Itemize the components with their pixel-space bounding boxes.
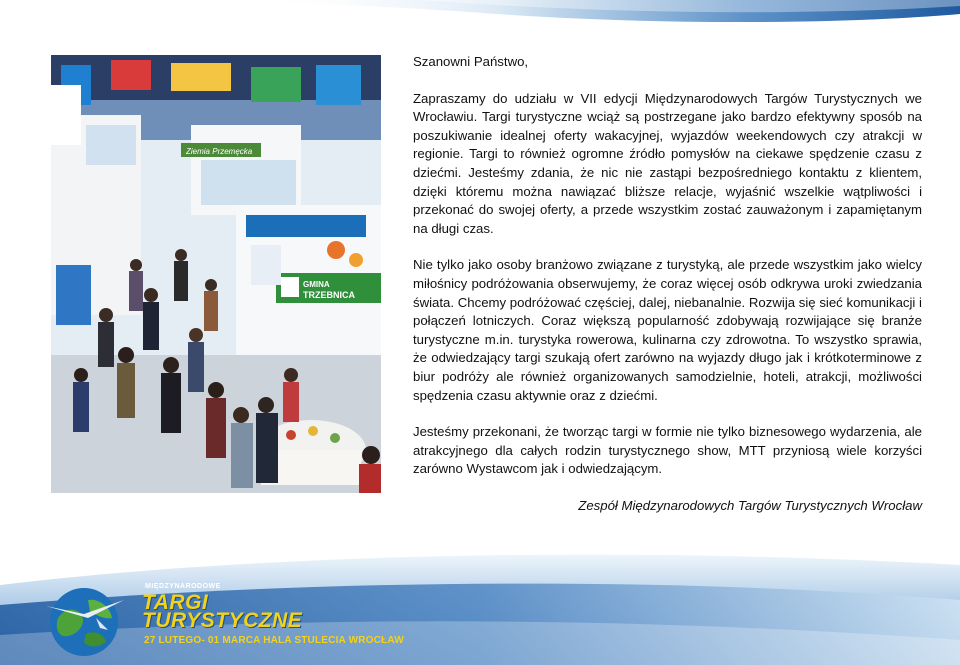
logo-title-line-2: TURYSTYCZNE — [142, 609, 303, 632]
letter-body — [413, 53, 922, 515]
letter-paragraph-1: Zapraszamy do udziału w VII edycji Międzynarodowych Targów Turystycznych we Wrocławiu. Targi turystyczne wciąż są postrzegane jako bardzo efektywny sposób na poszukiwanie idealnej oferty wakacyjnej, wyjazdów weekendowych czy atrakcji w regionie. Targi to również ogromne źródło pomysłów na ciekawe spędzenie czasu z dziećmi. Jesteśmy zdania, że nic nie zastąpi bezpośredniego kontaktu z klientem, dzięki któremu można nawiązać bliższe relacje, wyjaśnić wszelkie wątpliwości i przekonać do swojej oferty, a przede wszystkim zostać zauważonym i zapamiętanym na długi czas. — [413, 90, 922, 236]
photo-sign-trzebnica: TRZEBNICA — [303, 290, 355, 300]
letter-paragraph-3: Jesteśmy przekonani, że tworząc targi w formie nie tylko biznesowego wydarzenia, ale atrakcyjnego dla całych rodzin turystycznego show, MTT przyniosą wiele korzyści zarówno Wystawcom jak i odwiedzającym. — [413, 424, 922, 477]
letter-greeting: Szanowni Państwo, — [413, 54, 529, 69]
globe-logo-icon — [38, 578, 130, 660]
logo-subtitle: MIĘDZYNARODOWE — [145, 583, 221, 590]
letter-paragraph-2: Nie tylko jako osoby branżowo związane z turystyką, ale przede wszystkim jako wielcy miłośnicy podróżowania obserwujemy, że coraz więcej osób odkrywa uroki zwiedzania świata. Chcemy podróżować częściej, dalej, niebanalnie. Rozwija się sieć komunikacji i połączeń lotniczych. Coraz większą popularność zdobywają rozwijające się branże turystyczne m.in. turystyka rowerowa, kulinarna czy zdrowotna. To wszystko sprawia, że odwiedzający targi szukają ofert zarówno na wyjazdy długo jak i krótkoterminowe z biur podróży ale również organizowanych samodzielnie, hoteli, atrakcji, możliwości spędzenia czasu aktywnie oraz z dziećmi. — [413, 257, 922, 403]
photo-sign-ziemia: Ziemia Przemęcka — [186, 147, 253, 156]
photo-sign-gmina: GMINA — [303, 280, 330, 289]
logo-title-line-1: TARGI — [142, 591, 209, 614]
top-wave-decoration — [0, 0, 960, 40]
logo-event-date: 27 LUTEGO- 01 MARCA HALA STULECIA WROCŁAW — [144, 635, 404, 646]
letter-signature: Zespół Międzynarodowych Targów Turystycznych Wrocław — [578, 497, 922, 513]
trade-fair-photo — [51, 55, 381, 493]
